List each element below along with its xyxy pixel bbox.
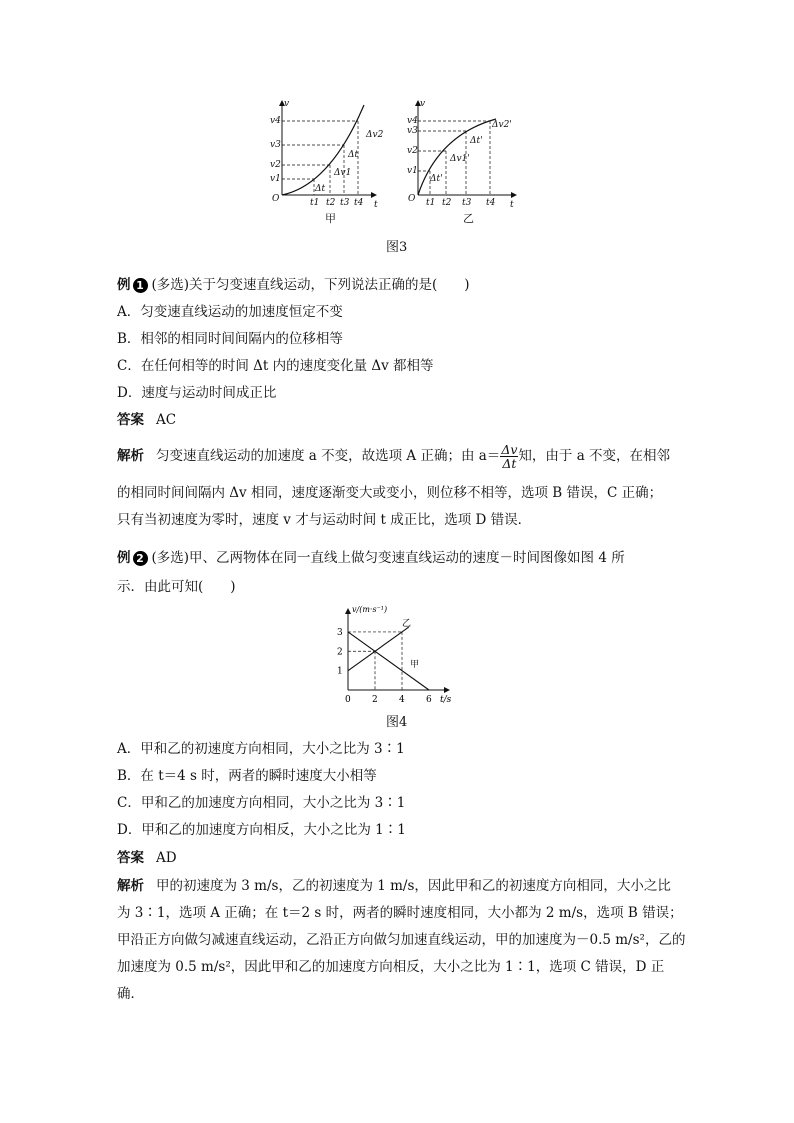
v4-label: v4	[270, 116, 281, 126]
x-tick-label: 4	[399, 695, 405, 704]
v3-label: v3	[270, 140, 281, 150]
series-line-乙	[348, 627, 409, 671]
delta-v1-label: Δv1'	[450, 154, 470, 164]
answer-value: AD	[156, 850, 177, 866]
example-2-analysis-line-2: 为 3∶1，选项 A 正确；在 t＝2 s 时，两者的瞬时速度相同，大小都为 2 m/s，选项 B 错误；	[117, 905, 683, 921]
v2-label: v2	[407, 146, 418, 156]
example-2-option-d: D．甲和乙的加速度方向相反，大小之比为 1∶1	[117, 822, 406, 838]
t-axis-label: t	[374, 200, 378, 210]
example-2-answer	[117, 849, 177, 867]
example-1-option-d: D．速度与运动时间成正比	[117, 385, 277, 401]
delta-t-label: Δt	[315, 184, 326, 194]
figure-3-caption: 图3	[386, 240, 408, 255]
x-tick-label: 0	[345, 695, 351, 704]
analysis-text-1b: 知，由于 a 不变，在相邻	[518, 448, 671, 464]
example-2-analysis-line-4: 加速度为 0.5 m/s²，因此甲和乙的加速度方向相反，大小之比为 1∶1，选项 C 错误，D 正	[117, 959, 665, 975]
y-tick-label: 3	[337, 627, 343, 638]
example-1-answer	[117, 411, 176, 429]
t3-label: t3	[462, 198, 472, 208]
delta-t-label: Δt'	[430, 174, 443, 184]
answer-value: AC	[156, 412, 177, 428]
t1-label: t1	[426, 198, 436, 208]
y-tick-label: 2	[337, 647, 343, 658]
delta-t-label-2: Δt	[348, 150, 359, 160]
example-2-question-line-1	[117, 549, 625, 567]
example-1-analysis-line-3: 只有当初速度为零时，速度 v 才与运动时间 t 成正比，选项 D 错误．	[117, 512, 532, 528]
delta-v-over-delta-t-fraction	[500, 443, 518, 470]
t1-label: t1	[310, 198, 320, 208]
v2-label: v2	[270, 160, 281, 170]
example-2-option-a: A．甲和乙的初速度方向相同，大小之比为 3∶1	[117, 741, 405, 757]
sub-caption-yi: 乙	[463, 212, 474, 225]
t3-label: t3	[340, 198, 350, 208]
origin-label: O	[272, 194, 280, 204]
y-axis-label: v/(m·s⁻¹)	[352, 605, 388, 614]
analysis-label: 解析	[117, 448, 144, 464]
series-label-yi: 乙	[402, 619, 412, 630]
v-axis-label: v	[420, 99, 426, 109]
example-2-option-c: C．甲和乙的加速度方向相同，大小之比为 3∶1	[117, 795, 406, 811]
delta-v1-label: Δv1	[334, 168, 352, 178]
delta-v2-label: Δv2	[366, 130, 384, 140]
example-1-analysis-line-2: 的相同时间间隔内 Δv 相同，速度逐渐变大或变小，则位移不相等，选项 B 错误，C 正确；	[117, 485, 663, 501]
origin-label: O	[408, 194, 416, 204]
v1-label: v1	[407, 166, 418, 176]
t2-label: t2	[326, 198, 336, 208]
example-number-badge: 2	[133, 551, 148, 566]
example-1-option-a: A．匀变速直线运动的加速度恒定不变	[117, 304, 343, 320]
delta-t-label-2: Δt'	[470, 136, 483, 146]
v3-label: v3	[407, 126, 418, 136]
y-tick-label: 1	[337, 666, 343, 677]
answer-label: 答案	[117, 850, 144, 866]
x-tick-label: 6	[426, 695, 432, 704]
t4-label: t4	[354, 198, 364, 208]
example-number-badge: 1	[133, 278, 148, 293]
example-label: 例	[117, 550, 131, 566]
figure-3	[270, 95, 530, 230]
example-1-analysis-line-1	[117, 443, 670, 470]
t4-label: t4	[486, 198, 496, 208]
example-1-question	[117, 276, 470, 294]
t-axis-label: t	[510, 200, 514, 210]
example-2-question-line-2: 示．由此可知( )	[117, 579, 236, 595]
v4-label: v4	[407, 116, 418, 126]
y-axis-arrow	[345, 608, 351, 614]
answer-label: 答案	[117, 412, 144, 428]
analysis-label: 解析	[117, 878, 144, 894]
sub-caption-jia: 甲	[325, 212, 336, 225]
v-axis-label: v	[284, 99, 290, 109]
figure-4-chart	[330, 604, 460, 704]
x-axis-arrow	[444, 687, 450, 693]
x-axis-label: t/s	[440, 695, 452, 704]
example-2-analysis-line-3: 甲沿正方向做匀减速直线运动，乙沿正方向做匀加速直线运动，甲的加速度为－0.5 m/s²，乙的	[117, 932, 686, 948]
fraction-numerator: Δv	[501, 442, 518, 457]
example-2-analysis-line-5: 确．	[117, 986, 144, 1002]
example-2-analysis-line-1	[117, 877, 671, 895]
example-1-option-c: C．在任何相等的时间 Δt 内的速度变化量 Δv 都相等	[117, 358, 434, 374]
analysis-text-1: 甲的初速度为 3 m/s，乙的初速度为 1 m/s，因此甲和乙的初速度方向相同，大小之比	[156, 878, 671, 894]
example-1-question-text: (多选)关于匀变速直线运动，下列说法正确的是( )	[151, 277, 470, 293]
figure-3-right-graph	[407, 99, 516, 225]
delta-v2-label: Δv2'	[492, 120, 512, 130]
figure-4-caption: 图4	[386, 715, 408, 730]
series-label-jia: 甲	[410, 659, 420, 670]
figure-3-left-graph	[270, 99, 384, 225]
example-2-question-text-1: (多选)甲、乙两物体在同一直线上做匀变速直线运动的速度－时间图像如图 4 所	[151, 550, 625, 566]
fraction-denominator: Δt	[502, 456, 517, 471]
analysis-text-1a: 匀变速直线运动的加速度 a 不变，故选项 A 正确；由 a＝	[156, 448, 501, 464]
x-tick-label: 2	[372, 695, 378, 704]
t2-label: t2	[442, 198, 452, 208]
example-label: 例	[117, 277, 131, 293]
example-2-option-b: B．在 t＝4 s 时，两者的瞬时速度大小相等	[117, 768, 377, 784]
v1-label: v1	[270, 174, 281, 184]
example-1-option-b: B．相邻的相同时间间隔内的位移相等	[117, 331, 343, 347]
